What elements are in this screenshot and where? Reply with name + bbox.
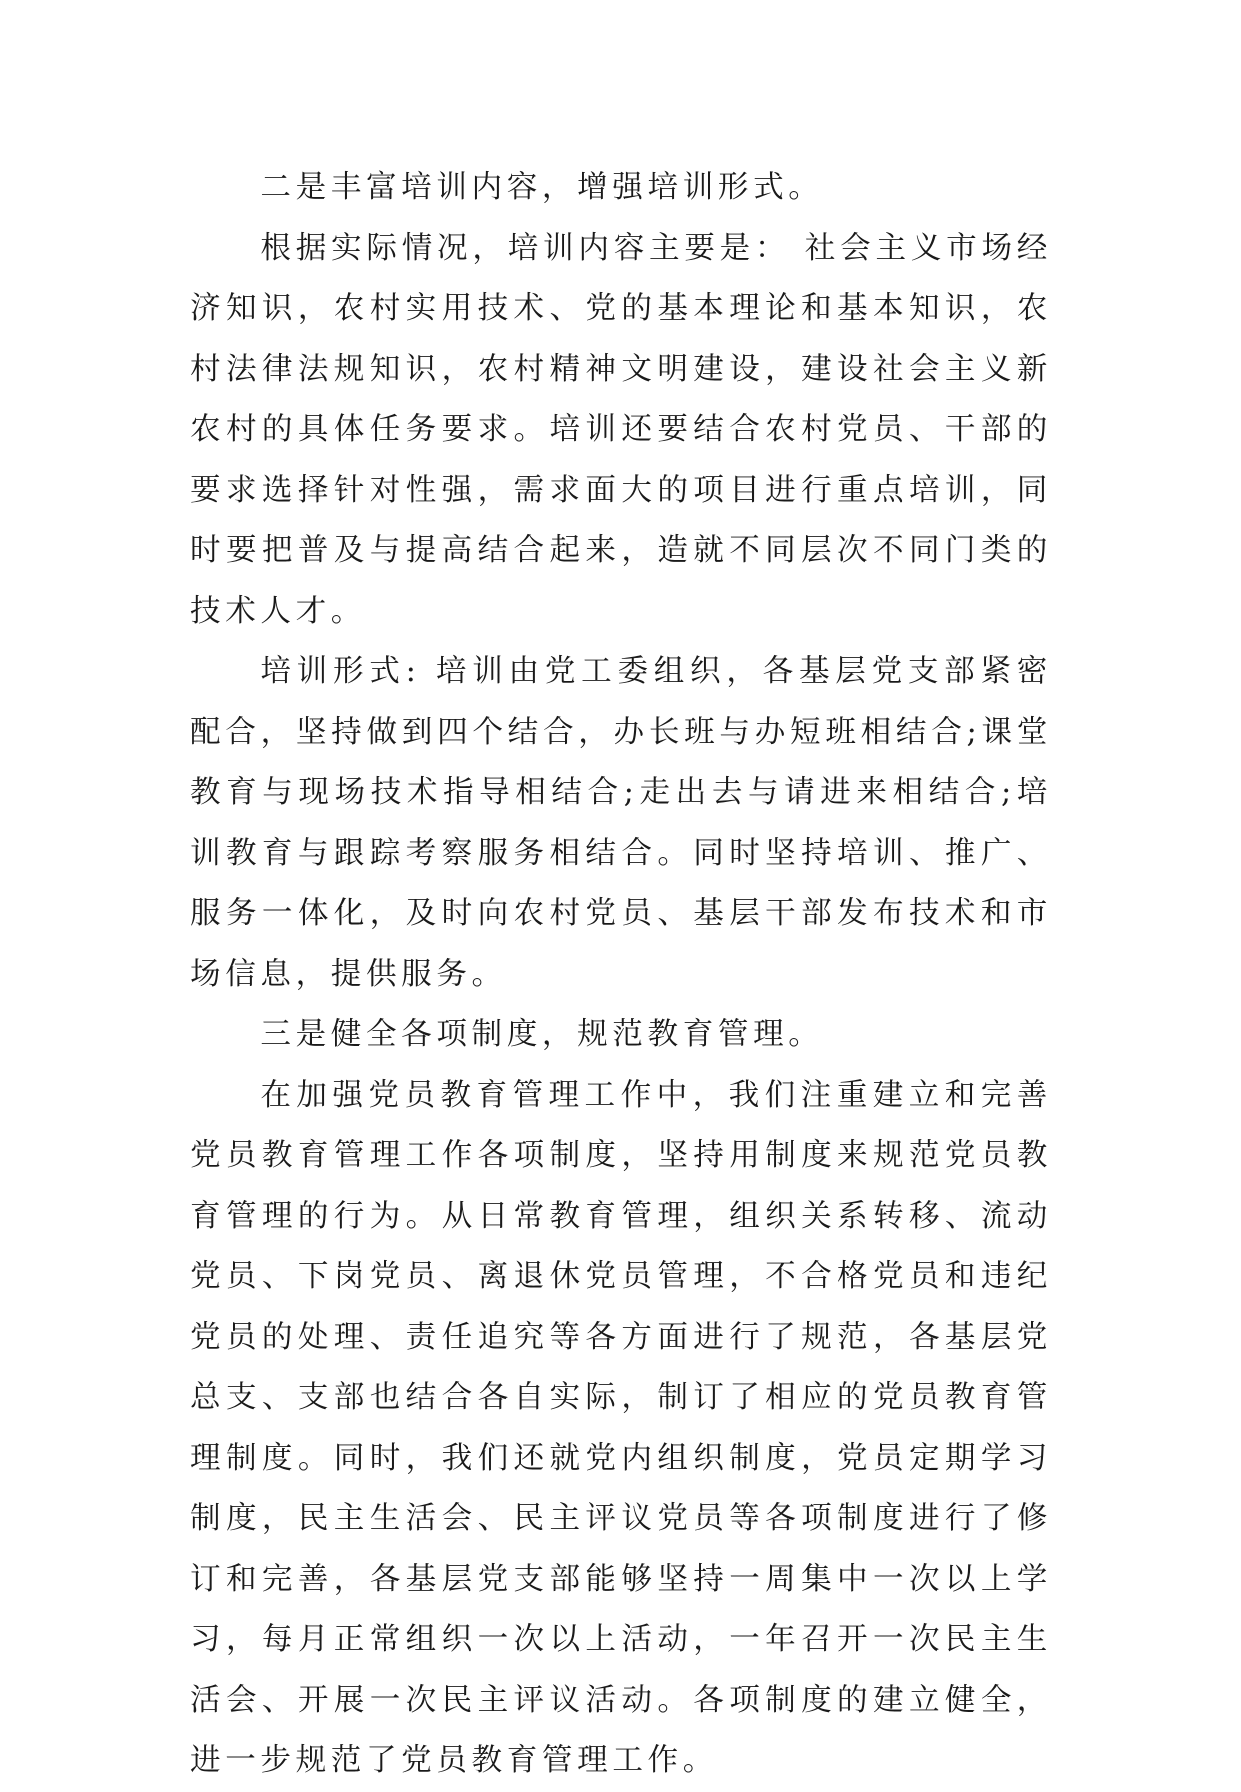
paragraph-training-content: 根据实际情况，培训内容主要是： 社会主义市场经济知识，农村实用技术、党的基本理论和基本知识，农村法律法规知识，农村精神文明建设，建设社会主义新农村的具体任务要求。培训还要结合农村党员、干部的要求选择针对性强，需求面大的项目进行重点培训，同时要把普及与提高结合起来，造就不同层次不同门类的技术人才。 — [190, 230, 1052, 629]
paragraph-system-management: 在加强党员教育管理工作中，我们注重建立和完善党员教育管理工作各项制度，坚持用制度来规范党员教育管理的行为。从日常教育管理，组织关系转移、流动党员、下岗党员、离退休党员管理，不合格党员和违纪党员的处理、责任追究等各方面进行了规范，各基层党总支、支部也结合各自实际，制订了相应的党员教育管理制度。同时，我们还就党内组织制度，党员定期学习制度，民主生活会、民主评议党员等各项制度进行了修订和完善，各基层党支部能够坚持一周集中一次以上学习，每月正常组织一次以上活动，一年召开一次民主生活会、开展一次民主评议活动。各项制度的建立健全，进一步规范了党员教育管理工作。 — [190, 1077, 1052, 1778]
paragraph-training-form: 培训形式: 培训由党工委组织，各基层党支部紧密配合，坚持做到四个结合，办长班与办短班相结合;课堂教育与现场技术指导相结合;走出去与请进来相结合;培训教育与跟踪考察服务相结合。同时坚持培训、推广、服务一体化，及时向农村党员、基层干部发布技术和市场信息，提供服务。 — [190, 654, 1052, 992]
document-body — [190, 158, 1052, 1792]
section-heading-2: 二是丰富培训内容，增强培训形式。 — [260, 170, 824, 205]
section-heading-3: 三是健全各项制度，规范教育管理。 — [260, 1017, 824, 1052]
